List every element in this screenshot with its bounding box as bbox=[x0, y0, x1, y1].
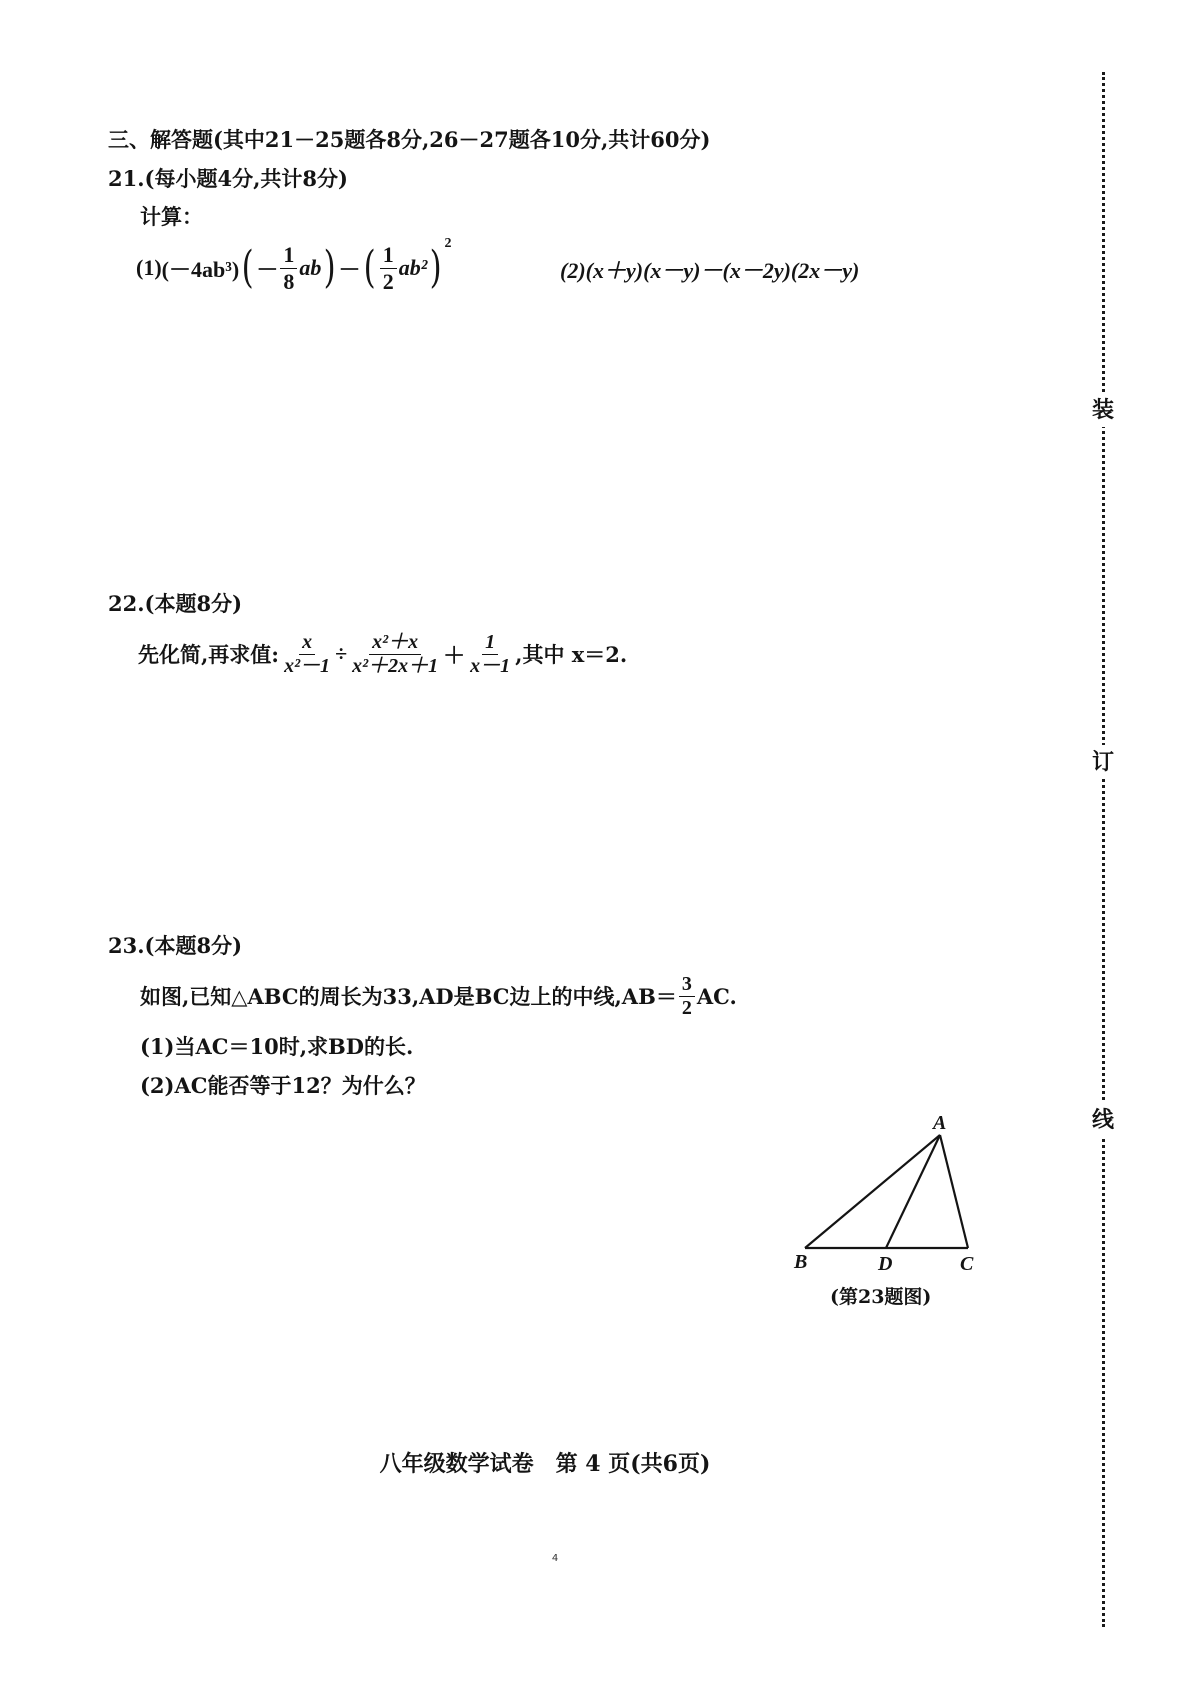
q23-part2: (2)AC能否等于12？为什么？ bbox=[140, 1073, 426, 1098]
binding-dotted-line bbox=[1102, 72, 1105, 1627]
vertex-label-a: A bbox=[933, 1112, 947, 1134]
vertex-label-b: B bbox=[794, 1251, 808, 1273]
q22-fraction3 bbox=[467, 632, 513, 677]
fraction-denominator: x²－1 bbox=[284, 654, 331, 677]
right-paren: ) bbox=[429, 242, 442, 293]
q22-divide-sign: ÷ bbox=[335, 641, 348, 666]
q21-part1-minus: － bbox=[338, 256, 361, 282]
q21-header: 21.(每小题4分,共计8分) bbox=[108, 166, 348, 191]
q23-fraction bbox=[679, 974, 695, 1019]
q23-header: 23.(本题8分) bbox=[108, 933, 243, 958]
q22-prefix: 先化简,再求值: bbox=[138, 642, 280, 667]
fraction-numerator: x bbox=[299, 632, 315, 655]
q22-suffix: ,其中 x＝2. bbox=[515, 642, 628, 667]
q21-part1-frac2-tail: ab² bbox=[398, 255, 428, 280]
triangle-figure bbox=[780, 1105, 1000, 1285]
binding-label-bottom: 线 bbox=[1088, 1103, 1118, 1137]
fraction-denominator: 2 bbox=[681, 996, 692, 1019]
binding-label-top: 装 bbox=[1088, 393, 1118, 427]
fraction-numerator: 1 bbox=[380, 243, 397, 268]
q21-part1-exponent: 2 bbox=[444, 236, 452, 251]
left-paren: ( bbox=[363, 242, 376, 293]
q23-stem bbox=[140, 968, 737, 1024]
q21-part1-fraction1 bbox=[280, 243, 297, 292]
fraction-denominator: 8 bbox=[283, 268, 295, 294]
q22-expression bbox=[138, 626, 627, 682]
q21-instruction: 计算： bbox=[140, 204, 203, 229]
page-number: 4 bbox=[551, 1553, 559, 1564]
right-paren: ) bbox=[323, 242, 336, 293]
q21-part2-expression: (2)(x＋y)(x－y)－(x－2y)(2x－y) bbox=[560, 258, 860, 283]
fraction-denominator: 2 bbox=[382, 268, 394, 294]
q21-part1-term1: (－4ab³) bbox=[161, 256, 240, 282]
q23-stem-before: 如图,已知△ABC的周长为33,AD是BC边上的中线,AB＝ bbox=[140, 984, 677, 1009]
page-footer: 八年级数学试卷 第 4 页(共6页) bbox=[379, 1451, 711, 1477]
q21-part1-label: (1) bbox=[136, 255, 162, 280]
fraction-numerator: 3 bbox=[679, 974, 695, 997]
q22-header: 22.(本题8分) bbox=[108, 591, 243, 616]
side-ac bbox=[940, 1135, 968, 1248]
binding-label-middle: 订 bbox=[1088, 745, 1118, 779]
left-paren: ( bbox=[241, 242, 254, 293]
q22-plus-sign: ＋ bbox=[443, 642, 466, 668]
fraction-numerator: 1 bbox=[482, 632, 498, 655]
fraction-numerator: 1 bbox=[280, 243, 297, 268]
q22-fraction1 bbox=[281, 632, 333, 677]
side-ab bbox=[805, 1135, 940, 1248]
figure-caption: (第23题图) bbox=[830, 1286, 932, 1308]
section-header: 三、解答题(其中21－25题各8分,26－27题各10分,共计60分) bbox=[108, 127, 711, 152]
q23-part1: (1)当AC＝10时,求BD的长. bbox=[140, 1034, 414, 1059]
minus-sign: － bbox=[256, 256, 279, 282]
fraction-denominator: x²＋2x＋1 bbox=[352, 654, 439, 677]
fraction-numerator: x²＋x bbox=[369, 632, 421, 655]
q22-fraction2 bbox=[349, 632, 441, 677]
point-label-d: D bbox=[878, 1253, 893, 1275]
q23-stem-after: AC. bbox=[696, 983, 737, 1009]
q21-part1-frac1-tail: ab bbox=[299, 255, 322, 280]
vertex-label-c: C bbox=[960, 1253, 974, 1275]
fraction-denominator: x－1 bbox=[470, 654, 511, 677]
q21-part1-fraction2 bbox=[380, 243, 397, 292]
median-ad bbox=[886, 1135, 940, 1248]
q21-part1-expression bbox=[136, 232, 451, 304]
